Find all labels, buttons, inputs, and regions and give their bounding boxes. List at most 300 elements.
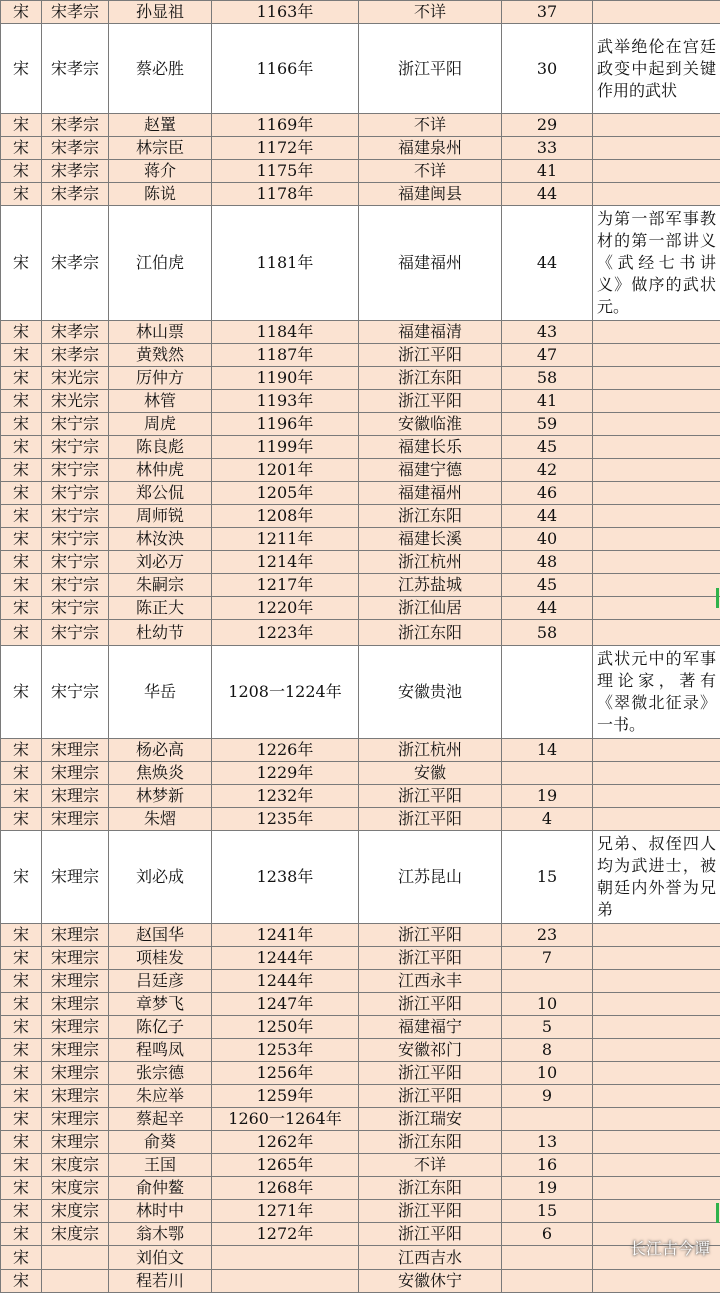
table-row: [1, 947, 720, 970]
cell-year: 1187年: [212, 344, 359, 367]
cell-note: 武举绝伦在宫廷政变中起到关键作用的武状: [593, 24, 720, 114]
cell-age: 4: [502, 808, 593, 831]
cell-name: 陈正大: [109, 597, 212, 620]
table-row: [1, 344, 720, 367]
cell-emperor: 宋光宗: [42, 390, 109, 413]
cell-name: 程若川: [109, 1270, 212, 1293]
cell-year: 1175年: [212, 160, 359, 183]
cell-year: 1235年: [212, 808, 359, 831]
table-row: [1, 528, 720, 551]
cell-note: [593, 459, 720, 482]
table-row: [1, 597, 720, 620]
cell-age: 16: [502, 1154, 593, 1177]
cell-emperor: 宋理宗: [42, 1131, 109, 1154]
cell-hometown: 福建福清: [359, 321, 502, 344]
table-row: [1, 1223, 720, 1246]
cell-age: 9: [502, 1085, 593, 1108]
cell-dynasty: 宋: [1, 646, 42, 739]
cell-dynasty: 宋: [1, 924, 42, 947]
cell-age: [502, 970, 593, 993]
cell-hometown: 浙江平阳: [359, 1062, 502, 1085]
cell-year: 1169年: [212, 114, 359, 137]
cell-hometown: 不详: [359, 1, 502, 24]
cell-hometown: 福建宁德: [359, 459, 502, 482]
cell-name: 程鸣凤: [109, 1039, 212, 1062]
cell-emperor: 宋理宗: [42, 1039, 109, 1062]
cell-emperor: 宋宁宗: [42, 459, 109, 482]
cell-year: 1272年: [212, 1223, 359, 1246]
cell-dynasty: 宋: [1, 321, 42, 344]
cell-name: 赵国华: [109, 924, 212, 947]
cell-hometown: 浙江平阳: [359, 1085, 502, 1108]
cell-dynasty: 宋: [1, 597, 42, 620]
table-row: [1, 390, 720, 413]
cell-year: 1226年: [212, 739, 359, 762]
cell-name: 焦焕炎: [109, 762, 212, 785]
cell-year: 1211年: [212, 528, 359, 551]
cell-dynasty: 宋: [1, 831, 42, 924]
cell-emperor: 宋孝宗: [42, 114, 109, 137]
cell-emperor: [42, 1270, 109, 1293]
table-row: [1, 137, 720, 160]
cell-emperor: 宋宁宗: [42, 528, 109, 551]
cell-dynasty: 宋: [1, 367, 42, 390]
table-row: [1, 551, 720, 574]
cell-emperor: 宋宁宗: [42, 482, 109, 505]
cell-emperor: 宋宁宗: [42, 505, 109, 528]
cell-emperor: 宋孝宗: [42, 137, 109, 160]
cell-hometown: 安徽祁门: [359, 1039, 502, 1062]
cell-note: 兄弟、叔侄四人均为武进士，被朝廷内外誉为兄弟: [593, 831, 720, 924]
cell-hometown: 安徽休宁: [359, 1270, 502, 1293]
cell-age: 58: [502, 367, 593, 390]
table-row: [1, 762, 720, 785]
cell-emperor: 宋度宗: [42, 1154, 109, 1177]
cell-name: 吕廷彦: [109, 970, 212, 993]
cell-dynasty: 宋: [1, 1154, 42, 1177]
cell-hometown: 浙江平阳: [359, 390, 502, 413]
cell-note: [593, 1177, 720, 1200]
cell-hometown: 浙江东阳: [359, 367, 502, 390]
cell-hometown: 福建福州: [359, 206, 502, 321]
table-row: [1, 1, 720, 24]
cell-year: 1262年: [212, 1131, 359, 1154]
cell-hometown: 浙江杭州: [359, 739, 502, 762]
cell-name: 郑公侃: [109, 482, 212, 505]
cell-emperor: 宋理宗: [42, 1108, 109, 1131]
cell-hometown: 浙江平阳: [359, 344, 502, 367]
cell-emperor: 宋孝宗: [42, 160, 109, 183]
cell-year: [212, 1246, 359, 1270]
cell-emperor: 宋理宗: [42, 970, 109, 993]
cell-hometown: 江西永丰: [359, 970, 502, 993]
cell-note: [593, 1085, 720, 1108]
table-row: [1, 482, 720, 505]
cell-name: 刘必万: [109, 551, 212, 574]
cell-name: 陈良彪: [109, 436, 212, 459]
cell-hometown: 浙江平阳: [359, 947, 502, 970]
cell-note: 武状元中的军事理论家，著有《翠微北征录》一书。: [593, 646, 720, 739]
cell-emperor: 宋宁宗: [42, 597, 109, 620]
cell-emperor: 宋孝宗: [42, 344, 109, 367]
cell-name: 蔡必胜: [109, 24, 212, 114]
cell-note: [593, 947, 720, 970]
cell-hometown: 浙江平阳: [359, 24, 502, 114]
cell-note: [593, 436, 720, 459]
cell-hometown: 浙江东阳: [359, 620, 502, 646]
cell-name: 王国: [109, 1154, 212, 1177]
cell-dynasty: 宋: [1, 183, 42, 206]
table-row: [1, 1200, 720, 1223]
cell-emperor: 宋理宗: [42, 924, 109, 947]
cell-emperor: 宋理宗: [42, 762, 109, 785]
cell-name: 林汝泱: [109, 528, 212, 551]
cell-name: 陈亿子: [109, 1016, 212, 1039]
cell-age: 58: [502, 620, 593, 646]
cell-age: 42: [502, 459, 593, 482]
cell-name: 林梦新: [109, 785, 212, 808]
cell-age: 44: [502, 206, 593, 321]
cell-dynasty: 宋: [1, 993, 42, 1016]
cell-age: 23: [502, 924, 593, 947]
cell-year: 1256年: [212, 1062, 359, 1085]
table-row: [1, 24, 720, 114]
cell-hometown: 江苏昆山: [359, 831, 502, 924]
cell-name: 项桂发: [109, 947, 212, 970]
cell-emperor: 宋度宗: [42, 1223, 109, 1246]
cell-note: [593, 321, 720, 344]
cell-hometown: 福建福州: [359, 482, 502, 505]
table-row: [1, 1177, 720, 1200]
cell-age: 6: [502, 1223, 593, 1246]
table-row: [1, 808, 720, 831]
cell-age: 8: [502, 1039, 593, 1062]
cell-year: 1250年: [212, 1016, 359, 1039]
cell-name: 林宗臣: [109, 137, 212, 160]
cell-age: 7: [502, 947, 593, 970]
table-row: [1, 321, 720, 344]
table-row: [1, 620, 720, 646]
cell-year: 1214年: [212, 551, 359, 574]
cell-hometown: 安徽临淮: [359, 413, 502, 436]
cell-note: [593, 344, 720, 367]
cell-hometown: 浙江东阳: [359, 1177, 502, 1200]
cell-age: 13: [502, 1131, 593, 1154]
table-row: [1, 1039, 720, 1062]
cell-year: 1244年: [212, 970, 359, 993]
cell-dynasty: 宋: [1, 482, 42, 505]
cell-year: 1244年: [212, 947, 359, 970]
cell-hometown: 福建福宁: [359, 1016, 502, 1039]
cell-year: 1201年: [212, 459, 359, 482]
cell-dynasty: 宋: [1, 785, 42, 808]
cell-dynasty: 宋: [1, 1085, 42, 1108]
cell-age: 15: [502, 831, 593, 924]
cell-hometown: 浙江东阳: [359, 505, 502, 528]
cell-note: [593, 1154, 720, 1177]
cell-dynasty: 宋: [1, 413, 42, 436]
cell-dynasty: 宋: [1, 947, 42, 970]
cell-age: 14: [502, 739, 593, 762]
cell-age: 30: [502, 24, 593, 114]
cell-year: 1208年: [212, 505, 359, 528]
cell-emperor: 宋孝宗: [42, 1, 109, 24]
cell-dynasty: 宋: [1, 1039, 42, 1062]
cell-name: 厉仲方: [109, 367, 212, 390]
cell-name: 蔡起辛: [109, 1108, 212, 1131]
cell-emperor: 宋宁宗: [42, 436, 109, 459]
cell-name: 俞仲鳌: [109, 1177, 212, 1200]
table-row: [1, 183, 720, 206]
cell-dynasty: 宋: [1, 762, 42, 785]
cell-dynasty: 宋: [1, 1131, 42, 1154]
cell-age: 44: [502, 597, 593, 620]
cell-year: 1199年: [212, 436, 359, 459]
cell-hometown: 浙江杭州: [359, 551, 502, 574]
cell-dynasty: 宋: [1, 1, 42, 24]
cell-year: 1238年: [212, 831, 359, 924]
cell-dynasty: 宋: [1, 1062, 42, 1085]
cell-hometown: 安徽贵池: [359, 646, 502, 739]
cell-age: 44: [502, 183, 593, 206]
cell-emperor: 宋理宗: [42, 785, 109, 808]
cell-name: 林仲虎: [109, 459, 212, 482]
cell-age: 43: [502, 321, 593, 344]
cell-year: 1184年: [212, 321, 359, 344]
cell-age: [502, 762, 593, 785]
cell-note: [593, 1, 720, 24]
cell-dynasty: 宋: [1, 739, 42, 762]
cell-age: 46: [502, 482, 593, 505]
cell-year: 1271年: [212, 1200, 359, 1223]
cell-emperor: [42, 1246, 109, 1270]
cell-name: 孙显祖: [109, 1, 212, 24]
cell-hometown: 福建泉州: [359, 137, 502, 160]
table-row: [1, 413, 720, 436]
cell-note: [593, 160, 720, 183]
cell-name: 朱嗣宗: [109, 574, 212, 597]
cell-emperor: 宋理宗: [42, 1085, 109, 1108]
cell-hometown: 浙江东阳: [359, 1131, 502, 1154]
cell-note: [593, 924, 720, 947]
cell-year: 1190年: [212, 367, 359, 390]
cell-age: [502, 1108, 593, 1131]
table-row: [1, 1154, 720, 1177]
cell-age: 15: [502, 1200, 593, 1223]
table-row: [1, 646, 720, 739]
cell-name: 章梦飞: [109, 993, 212, 1016]
table-row: [1, 1016, 720, 1039]
table-row: [1, 459, 720, 482]
cell-name: 陈说: [109, 183, 212, 206]
cell-note: [593, 620, 720, 646]
cell-name: 周虎: [109, 413, 212, 436]
cell-emperor: 宋理宗: [42, 831, 109, 924]
cell-emperor: 宋光宗: [42, 367, 109, 390]
cell-age: 10: [502, 993, 593, 1016]
cell-hometown: 福建长乐: [359, 436, 502, 459]
cell-hometown: 不详: [359, 1154, 502, 1177]
cell-age: 59: [502, 413, 593, 436]
cell-year: 1217年: [212, 574, 359, 597]
cell-emperor: 宋宁宗: [42, 574, 109, 597]
cell-year: 1260一1264年: [212, 1108, 359, 1131]
cell-note: [593, 993, 720, 1016]
cell-name: 朱熠: [109, 808, 212, 831]
cell-year: 1253年: [212, 1039, 359, 1062]
cell-dynasty: 宋: [1, 206, 42, 321]
table-row: [1, 924, 720, 947]
cell-dynasty: 宋: [1, 1177, 42, 1200]
cell-note: [593, 785, 720, 808]
cell-emperor: 宋理宗: [42, 1016, 109, 1039]
cell-note: [593, 137, 720, 160]
cell-age: 29: [502, 114, 593, 137]
cell-name: 朱应举: [109, 1085, 212, 1108]
cell-hometown: 浙江平阳: [359, 808, 502, 831]
cell-name: 华岳: [109, 646, 212, 739]
cell-note: [593, 762, 720, 785]
cell-year: 1223年: [212, 620, 359, 646]
table-row: [1, 367, 720, 390]
cell-emperor: 宋宁宗: [42, 551, 109, 574]
cell-emperor: 宋理宗: [42, 1062, 109, 1085]
cell-emperor: 宋度宗: [42, 1177, 109, 1200]
cell-dynasty: 宋: [1, 505, 42, 528]
cell-note: [593, 114, 720, 137]
cell-emperor: 宋宁宗: [42, 646, 109, 739]
cell-emperor: 宋孝宗: [42, 206, 109, 321]
cell-age: 45: [502, 574, 593, 597]
cell-age: 47: [502, 344, 593, 367]
cell-name: 杨必高: [109, 739, 212, 762]
cell-note: [593, 1062, 720, 1085]
cell-dynasty: 宋: [1, 528, 42, 551]
table-row: [1, 206, 720, 321]
cell-emperor: 宋理宗: [42, 739, 109, 762]
table-row: [1, 160, 720, 183]
cell-dynasty: 宋: [1, 24, 42, 114]
cell-note: [593, 1039, 720, 1062]
cell-hometown: 浙江瑞安: [359, 1108, 502, 1131]
cell-year: 1181年: [212, 206, 359, 321]
cell-note: [593, 970, 720, 993]
cell-emperor: 宋宁宗: [42, 413, 109, 436]
cell-emperor: 宋理宗: [42, 993, 109, 1016]
cell-dynasty: 宋: [1, 436, 42, 459]
table-row: [1, 1246, 720, 1270]
cell-note: [593, 808, 720, 831]
cell-dynasty: 宋: [1, 137, 42, 160]
cell-hometown: 福建长溪: [359, 528, 502, 551]
cell-age: 10: [502, 1062, 593, 1085]
cell-dynasty: 宋: [1, 808, 42, 831]
cell-name: 蒋介: [109, 160, 212, 183]
cell-age: 45: [502, 436, 593, 459]
table-body: [1, 1, 720, 1293]
cell-note: [593, 574, 720, 597]
cell-note: [593, 1016, 720, 1039]
table-row: [1, 993, 720, 1016]
cell-name: 赵罿: [109, 114, 212, 137]
cell-hometown: 浙江平阳: [359, 924, 502, 947]
cell-age: 40: [502, 528, 593, 551]
cell-age: 48: [502, 551, 593, 574]
table-row: [1, 436, 720, 459]
cell-note: [593, 1108, 720, 1131]
cell-dynasty: 宋: [1, 390, 42, 413]
cell-dynasty: 宋: [1, 551, 42, 574]
table-row: [1, 785, 720, 808]
cell-dynasty: 宋: [1, 620, 42, 646]
cell-year: 1247年: [212, 993, 359, 1016]
cell-age: 33: [502, 137, 593, 160]
cell-note: [593, 505, 720, 528]
cell-age: 41: [502, 160, 593, 183]
cell-hometown: 福建闽县: [359, 183, 502, 206]
cell-dynasty: 宋: [1, 1246, 42, 1270]
cell-note: [593, 367, 720, 390]
cell-name: 刘伯文: [109, 1246, 212, 1270]
cell-hometown: 浙江平阳: [359, 1223, 502, 1246]
cell-dynasty: 宋: [1, 459, 42, 482]
cell-dynasty: 宋: [1, 970, 42, 993]
table-row: [1, 1131, 720, 1154]
cell-age: 5: [502, 1016, 593, 1039]
cell-year: 1178年: [212, 183, 359, 206]
table-row: [1, 574, 720, 597]
row-marker: [716, 1203, 719, 1223]
cell-name: 林管: [109, 390, 212, 413]
cell-year: 1208一1224年: [212, 646, 359, 739]
cell-emperor: 宋孝宗: [42, 183, 109, 206]
row-marker: [716, 588, 719, 608]
cell-note: [593, 390, 720, 413]
cell-year: 1229年: [212, 762, 359, 785]
cell-hometown: 浙江平阳: [359, 1200, 502, 1223]
cell-age: 19: [502, 785, 593, 808]
cell-note: [593, 183, 720, 206]
cell-hometown: 浙江仙居: [359, 597, 502, 620]
cell-note: 为第一部军事教材的第一部讲义《武经七书讲义》做序的武状元。: [593, 206, 720, 321]
cell-name: 俞葵: [109, 1131, 212, 1154]
cell-emperor: 宋孝宗: [42, 24, 109, 114]
cell-age: 19: [502, 1177, 593, 1200]
cell-year: [212, 1270, 359, 1293]
cell-year: 1220年: [212, 597, 359, 620]
cell-dynasty: 宋: [1, 1223, 42, 1246]
cell-note: [593, 1131, 720, 1154]
cell-hometown: 江西吉水: [359, 1246, 502, 1270]
cell-emperor: 宋孝宗: [42, 321, 109, 344]
table-row: [1, 831, 720, 924]
cell-year: 1166年: [212, 24, 359, 114]
cell-year: 1196年: [212, 413, 359, 436]
cell-dynasty: 宋: [1, 1108, 42, 1131]
cell-dynasty: 宋: [1, 1270, 42, 1293]
table-row: [1, 505, 720, 528]
cell-age: [502, 646, 593, 739]
table-row: [1, 1085, 720, 1108]
cell-age: 44: [502, 505, 593, 528]
cell-emperor: 宋理宗: [42, 947, 109, 970]
cell-note: [593, 597, 720, 620]
cell-age: [502, 1246, 593, 1270]
table-row: [1, 1062, 720, 1085]
cell-name: 林时中: [109, 1200, 212, 1223]
cell-note: [593, 1270, 720, 1293]
cell-hometown: 浙江平阳: [359, 785, 502, 808]
